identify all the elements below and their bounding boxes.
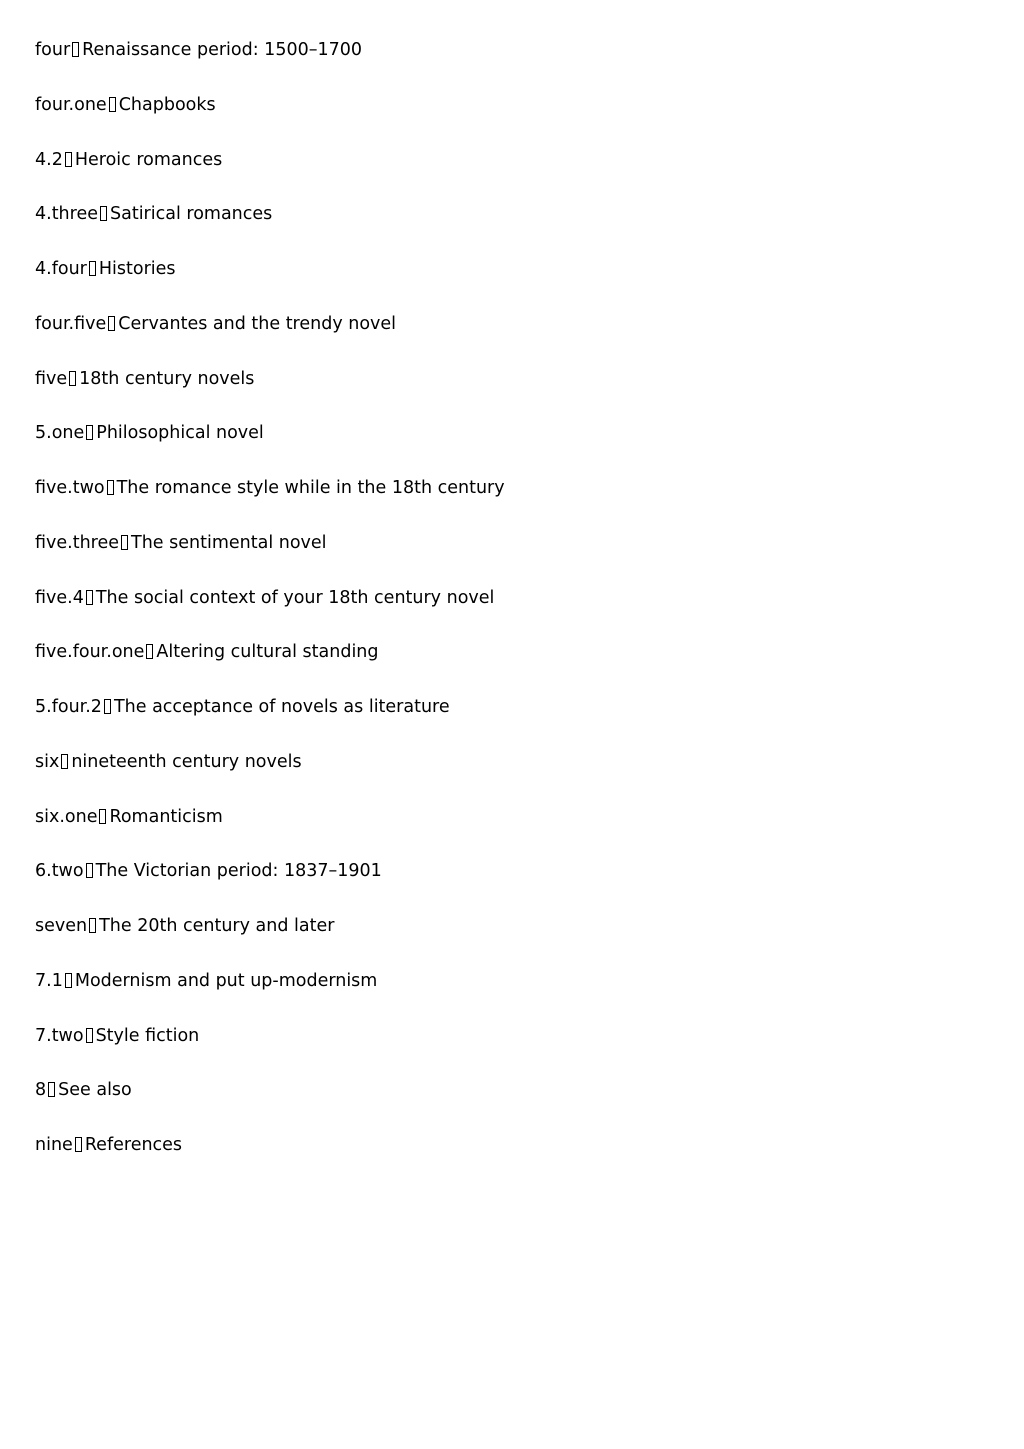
toc-entry-number: four.five	[35, 313, 107, 334]
toc-entry-number: nine	[35, 1135, 73, 1155]
toc-entry-title: Satirical romances	[110, 204, 273, 225]
missing-glyph-box	[108, 316, 115, 331]
toc-entry-title: The 20th century and later	[99, 916, 335, 936]
toc-entry-number: four	[35, 40, 71, 60]
toc-entry-title: The social context of your 18th century novel	[95, 587, 495, 608]
toc-entry-title: References	[84, 1135, 183, 1155]
toc-entry-number: 6.two	[35, 861, 84, 882]
toc-entry-title: Modernism and put up-modernism	[74, 970, 378, 991]
toc-entry-number: seven	[35, 916, 88, 936]
missing-glyph-box	[86, 425, 93, 440]
missing-glyph-box	[86, 590, 93, 605]
toc-entry-number: 4.four	[35, 259, 87, 279]
toc-entry-number: five	[35, 368, 68, 389]
toc-entry[interactable]	[35, 420, 505, 475]
missing-glyph-box	[89, 261, 96, 276]
toc-entry-title: The Victorian period: 1837–1901	[95, 861, 382, 882]
toc-entry[interactable]	[35, 311, 505, 366]
toc-entry[interactable]	[35, 1023, 505, 1078]
toc-entry[interactable]	[35, 858, 505, 913]
toc-entry-title: Histories	[98, 259, 176, 279]
missing-glyph-box	[72, 42, 79, 57]
toc-entry-number: 8	[35, 1080, 47, 1101]
toc-entry-title: The acceptance of novels as literature	[113, 697, 450, 717]
toc-entry[interactable]	[35, 530, 505, 585]
missing-glyph-box	[75, 1137, 82, 1152]
toc-entry[interactable]	[35, 639, 505, 694]
toc-entry-title: Renaissance period: 1500–1700	[82, 40, 363, 60]
missing-glyph-box	[65, 973, 72, 988]
toc-entry[interactable]	[35, 475, 505, 530]
toc-entry[interactable]	[35, 585, 505, 640]
toc-entry[interactable]	[35, 968, 505, 1023]
toc-entry[interactable]	[35, 92, 505, 147]
missing-glyph-box	[99, 809, 106, 824]
toc-entry-title: Philosophical novel	[96, 423, 264, 444]
toc-entry[interactable]	[35, 147, 505, 202]
missing-glyph-box	[104, 699, 111, 714]
toc-entry-number: 4.2	[35, 149, 63, 170]
missing-glyph-box	[48, 1082, 55, 1097]
toc-entry-title: Style fiction	[95, 1025, 200, 1046]
toc-entry-number: 7.1	[35, 970, 63, 991]
toc-entry-title: nineteenth century novels	[71, 751, 302, 772]
toc-entry[interactable]	[35, 1132, 505, 1187]
missing-glyph-box	[109, 97, 116, 112]
toc-entry-title: 18th century novels	[79, 368, 255, 389]
toc-entry[interactable]	[35, 366, 505, 421]
toc-entry-number: 5.one	[35, 423, 85, 444]
toc-entry[interactable]	[35, 804, 505, 859]
missing-glyph-box	[61, 754, 68, 769]
toc-entry[interactable]	[35, 749, 505, 804]
missing-glyph-box	[69, 371, 76, 386]
toc-entry-number: five.two	[35, 478, 105, 498]
missing-glyph-box	[86, 863, 93, 878]
toc-entry-number: six	[35, 751, 60, 772]
toc-entry-title: The sentimental novel	[131, 532, 327, 553]
toc-entry-title: Romanticism	[109, 806, 223, 827]
toc-entry-number: four.one	[35, 94, 107, 115]
toc-entry-title: See also	[58, 1080, 132, 1101]
toc-entry-title: Altering cultural standing	[156, 642, 379, 663]
toc-entry-number: five.4	[35, 587, 84, 608]
toc-entry[interactable]	[35, 913, 505, 968]
toc-entry-title: Cervantes and the trendy novel	[118, 313, 397, 334]
toc-entry-number: 5.four.2	[35, 697, 102, 717]
missing-glyph-box	[146, 644, 153, 659]
toc-entry-title: Chapbooks	[118, 94, 216, 115]
toc-entry[interactable]	[35, 256, 505, 311]
toc-entry-title: The romance style while in the 18th century	[116, 478, 505, 498]
toc-entry[interactable]	[35, 37, 505, 92]
toc-entry-number: five.three	[35, 532, 120, 553]
toc-entry-number: 4.three	[35, 204, 98, 225]
missing-glyph-box	[121, 535, 128, 550]
toc-entry[interactable]	[35, 1077, 505, 1132]
toc-entry-number: six.one	[35, 806, 98, 827]
missing-glyph-box	[107, 480, 114, 495]
missing-glyph-box	[89, 918, 96, 933]
toc-entry-title: Heroic romances	[74, 149, 223, 170]
toc-entry[interactable]	[35, 201, 505, 256]
missing-glyph-box	[65, 152, 72, 167]
missing-glyph-box	[86, 1028, 93, 1043]
toc-entry-number: five.four.one	[35, 642, 145, 663]
table-of-contents	[35, 37, 505, 1187]
toc-entry[interactable]	[35, 694, 505, 749]
missing-glyph-box	[100, 206, 107, 221]
toc-entry-number: 7.two	[35, 1025, 84, 1046]
